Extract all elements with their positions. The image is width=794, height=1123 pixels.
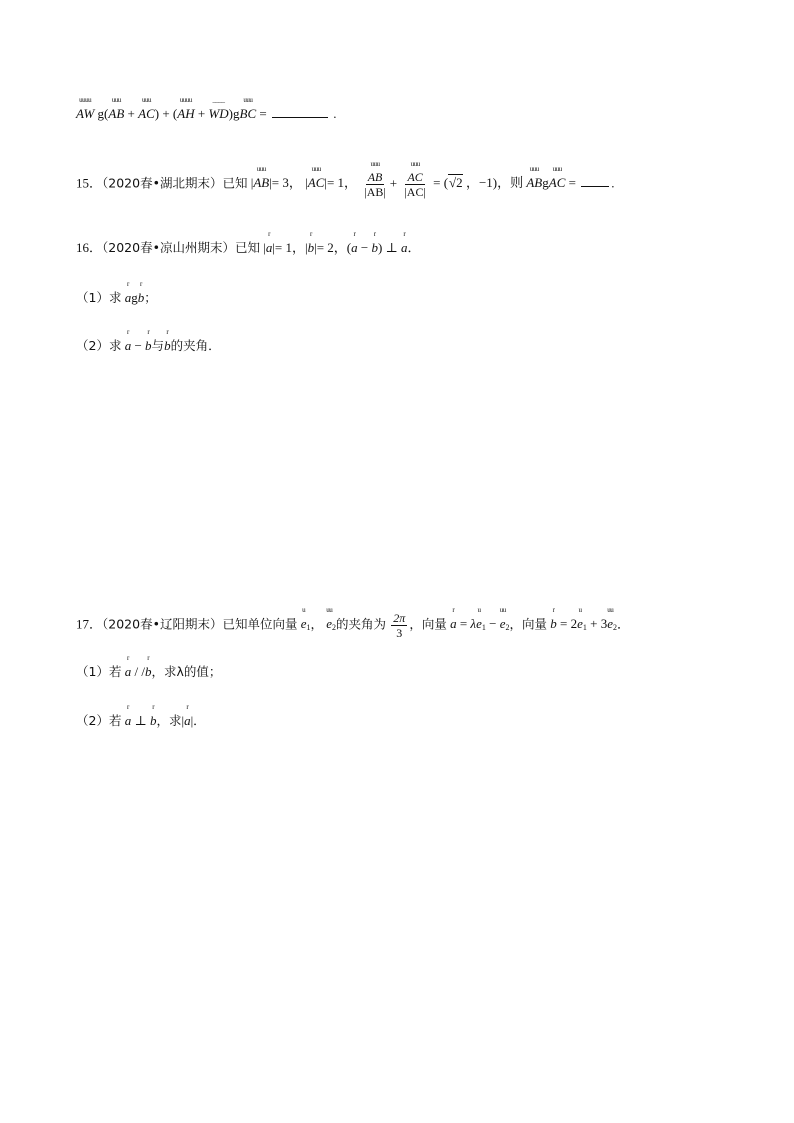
q16-part1-expr: r agr b bbox=[125, 290, 145, 305]
q17-e2: uu $e_2$ bbox=[326, 616, 336, 631]
q17-part2-mid: ，求 bbox=[156, 713, 182, 728]
q17-vec-a-expr: r a = λu $e_1$ − uu $e_2$ bbox=[450, 616, 509, 631]
q17-part1-expr: r a / /r b bbox=[125, 664, 152, 679]
q15-source: （2020春•湖北期末）已知 bbox=[102, 175, 248, 191]
q15-frac2: uuu $\frac{AC}{|AC|}$ bbox=[402, 170, 427, 199]
vector-aw: uuuu AW bbox=[76, 106, 94, 122]
q17-end: ． bbox=[616, 616, 630, 632]
q16-part2-expr1: r a − r b bbox=[125, 338, 152, 353]
q16-part1-label: （1）求 bbox=[76, 290, 122, 305]
q16-number: 16． bbox=[76, 240, 103, 255]
q17-part2-label: （2）若 bbox=[76, 713, 122, 728]
q17-angle-text: 的夹角为 bbox=[336, 616, 387, 632]
q14-continuation bbox=[76, 106, 336, 122]
q16-part1 bbox=[76, 290, 157, 306]
q15-number: 15． bbox=[76, 175, 103, 191]
q17-e1: u $e_1$ bbox=[301, 616, 311, 631]
q17-vec-b-text: ，向量 bbox=[509, 616, 547, 632]
q16-source: （2020春•凉山州期末）已知 bbox=[102, 240, 260, 255]
q17-part1-tail: ，求λ的值； bbox=[151, 664, 222, 679]
q17-vec-b-expr: r b = 2u $e_1 + 3uu$ $e_2$ bbox=[550, 616, 617, 631]
q17-vec-a-text: ，向量 bbox=[409, 616, 447, 632]
q14-period: . bbox=[333, 106, 337, 121]
q16-part2-mid: 与 bbox=[151, 338, 165, 353]
q15-cond2: |uuu AC|= 1， bbox=[305, 175, 357, 190]
q16-part2 bbox=[76, 338, 221, 354]
q14-expr: g(uuu AB + uuu AC) + (uuuu AH + ____ WD)guuu BC = bbox=[98, 106, 267, 121]
q15-cond1: |uuu AB|= 3， bbox=[251, 175, 302, 190]
question-17: 17．（2020春•辽阳期末）已知单位向量 u $e_1$， uu $e_2$的夹角为 $\frac{2\pi}{3}$ ，向量 r a = λu $e_1$ − uu $e_2$，向量 r b = 2u $e_1 + 3uu$ $e_2$． bbox=[76, 611, 630, 640]
q17-angle-frac: $\frac{2\pi}{3}$ bbox=[393, 611, 406, 640]
question-15: 15．（2020春•湖北期末）已知 |uuu AB|= 3， |uuu AC|= 1， uuu $\frac{AB}{|AB|}$ + uuu $\frac{AC}{|AC|}$ = (√2 ，−1)，则 uuu ABguuu AC = . bbox=[76, 170, 614, 199]
q15-eq: = (√2 ，−1)，则 bbox=[433, 175, 524, 191]
q17-number: 17． bbox=[76, 616, 103, 632]
answer-blank bbox=[581, 185, 609, 187]
answer-blank bbox=[272, 116, 328, 118]
q17-part2-expr2: |r a| bbox=[181, 713, 193, 728]
q17-part2 bbox=[76, 713, 206, 729]
q15-period: . bbox=[611, 175, 615, 191]
q17-part1 bbox=[76, 664, 221, 680]
q17-source: （2020春•辽阳期末）已知单位向量 bbox=[102, 616, 298, 632]
q16-part2-label: （2）求 bbox=[76, 338, 122, 353]
q16-cond: |r a|= 1，|r b|= 2，(r a − r b) ⊥ r a． bbox=[263, 240, 420, 255]
q16-part1-tail: ； bbox=[144, 290, 157, 305]
q16-part2-tail: 的夹角． bbox=[170, 338, 221, 353]
q16-part2-expr2: r b bbox=[164, 338, 171, 353]
q15-ask: uuu ABguuu AC = bbox=[526, 175, 576, 190]
q17-part2-tail: ． bbox=[193, 713, 206, 728]
q17-part1-label: （1）若 bbox=[76, 664, 122, 679]
q17-part2-expr: r a ⊥ r b bbox=[125, 713, 157, 728]
question-16 bbox=[76, 240, 421, 256]
q15-frac1: uuu $\frac{AB}{|AB|}$ bbox=[362, 170, 387, 199]
